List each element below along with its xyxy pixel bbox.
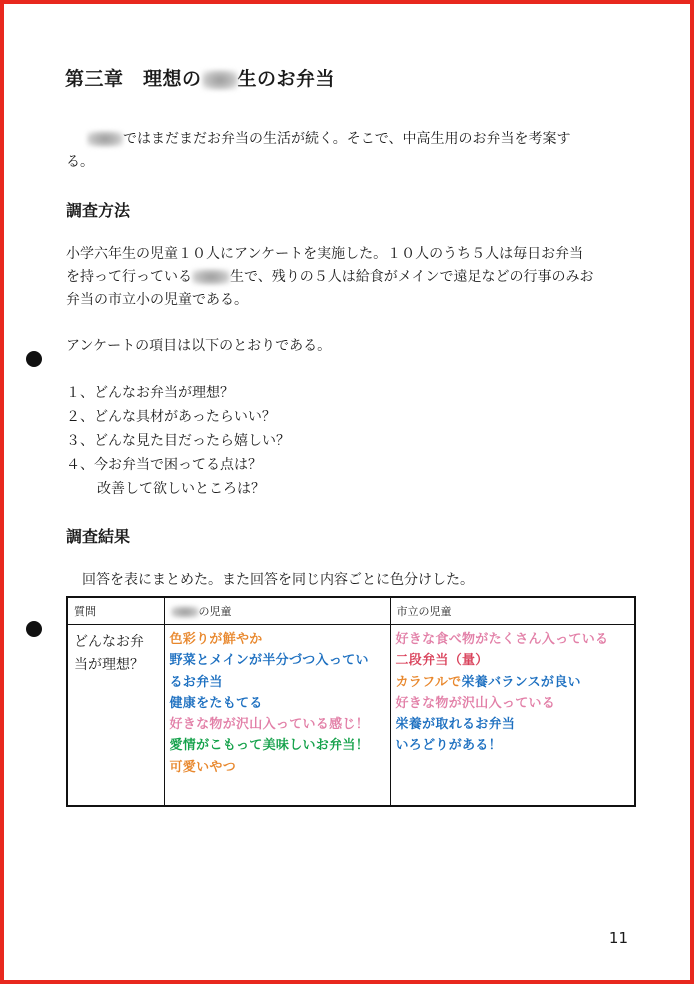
intro-line-1-text: ではまだまだお弁当の生活が続く。そこで、中高生用のお弁当を考案す bbox=[123, 131, 571, 147]
table-row bbox=[67, 625, 635, 807]
survey-item-4-cont: 改善して欲しいところは？ bbox=[97, 481, 265, 497]
method-heading: 調査方法 bbox=[66, 201, 131, 220]
group-a-answers bbox=[164, 625, 390, 807]
answer-a-4: 好きな物が沢山入っている感じ！ bbox=[169, 717, 370, 733]
method-line-2-suffix: 生で、残りの５人は給食がメインで遠足などの行事のみお bbox=[230, 269, 594, 285]
answer-b-2: 二段弁当（量） bbox=[395, 653, 489, 669]
method-line-1: 小学六年生の児童１０人にアンケートを実施した。１０人のうち５人は毎日お弁当 bbox=[66, 246, 584, 262]
method-line-2-prefix: を持って行っている bbox=[66, 269, 192, 285]
method-line-2 bbox=[66, 266, 593, 289]
chapter-heading-suffix: 生のお弁当 bbox=[237, 68, 336, 90]
chapter-heading-prefix: 第三章 理想の bbox=[65, 68, 202, 90]
survey-item-2: ２、どんな具材があったらいい？ bbox=[66, 409, 276, 425]
results-table bbox=[66, 596, 636, 807]
survey-item-4: ４、今お弁当で困ってる点は？ bbox=[66, 457, 262, 473]
page-number: 11 bbox=[608, 929, 628, 947]
chapter-heading bbox=[65, 64, 335, 91]
intro-line-1 bbox=[87, 128, 570, 151]
header-group-a bbox=[164, 597, 390, 625]
answer-a-2: 野菜とメインが半分づつ入ってい bbox=[169, 653, 369, 669]
answer-b-3-prefix: カラフルで bbox=[395, 674, 462, 690]
results-intro: 回答を表にまとめた。また回答を同じ内容ごとに色分けした。 bbox=[82, 572, 474, 588]
table-header-row bbox=[67, 597, 635, 625]
redacted-text bbox=[171, 606, 199, 618]
answer-b-3-text: 栄養バランスが良い bbox=[461, 674, 581, 690]
answer-a-2-cont: るお弁当 bbox=[169, 674, 223, 690]
question-cell: どんなお弁当が理想？ bbox=[67, 625, 164, 807]
survey-item-3: ３、どんな見た目だったら嬉しい？ bbox=[66, 433, 290, 449]
answer-b-6: いろどりがある！ bbox=[395, 738, 502, 754]
redacted-text bbox=[192, 269, 230, 285]
redacted-text bbox=[87, 131, 123, 147]
answer-a-1: 色彩りが鮮やか bbox=[169, 632, 263, 647]
binder-hole-mark bbox=[26, 621, 42, 637]
answer-a-6: 可愛いやつ bbox=[169, 759, 237, 775]
survey-item-1: １、どんなお弁当が理想？ bbox=[66, 385, 234, 401]
answer-b-5: 栄養が取れるお弁当 bbox=[395, 717, 516, 733]
answer-b-1: 好きな食べ物がたくさん入っている bbox=[395, 632, 609, 647]
header-group-a-label: の児童 bbox=[198, 605, 232, 618]
items-intro: アンケートの項目は以下のとおりである。 bbox=[66, 338, 332, 354]
method-line-3: 弁当の市立小の児童である。 bbox=[66, 292, 248, 308]
answer-a-5: 愛情がこもって美味しいお弁当！ bbox=[169, 738, 370, 754]
redacted-text bbox=[202, 70, 238, 90]
binder-hole-mark bbox=[26, 351, 42, 367]
group-b-answers bbox=[390, 625, 635, 807]
header-question: 質問 bbox=[67, 597, 164, 625]
header-group-b: 市立の児童 bbox=[390, 597, 635, 625]
results-heading: 調査結果 bbox=[66, 527, 131, 546]
answer-b-3 bbox=[396, 672, 635, 693]
intro-line-2: る。 bbox=[66, 154, 94, 170]
answer-b-4: 好きな物が沢山入っている bbox=[395, 695, 556, 711]
answer-a-3: 健康をたもてる bbox=[169, 695, 263, 711]
